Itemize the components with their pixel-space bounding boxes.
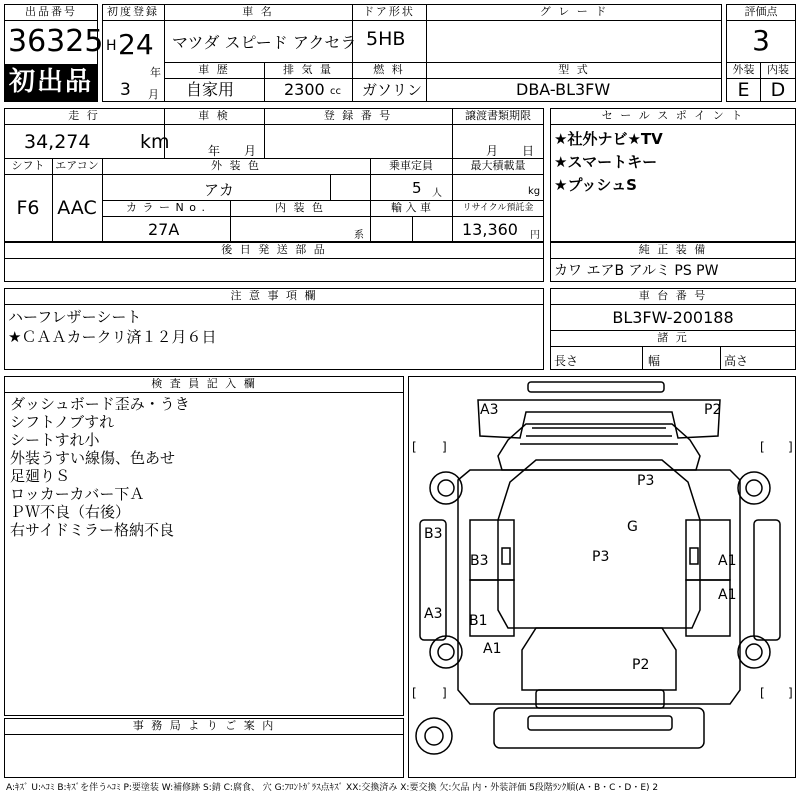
right-front-door bbox=[686, 520, 730, 580]
sales-point-line: ★スマートキー bbox=[554, 153, 658, 171]
damage-mark: P3 bbox=[592, 549, 610, 565]
bracket-right: ] bbox=[442, 440, 447, 454]
right-rear-wheel-hub bbox=[746, 644, 762, 660]
body-outline bbox=[458, 470, 740, 704]
exterior-value: E bbox=[737, 79, 750, 101]
inspector-line: 足廻りＳ bbox=[10, 467, 71, 485]
lot-number-value: 36325 bbox=[8, 24, 104, 59]
damage-mark: B3 bbox=[424, 526, 443, 542]
right-front-wheel bbox=[738, 472, 770, 504]
reg-no-label: 登 録 番 号 bbox=[323, 110, 393, 122]
bracket-right: ] bbox=[788, 440, 793, 454]
bracket-left: [ bbox=[412, 686, 417, 700]
front-bumper-outline bbox=[528, 382, 664, 392]
bracket-left: [ bbox=[760, 440, 765, 454]
max-load-unit: kg bbox=[528, 186, 541, 197]
aircon-value: AAC bbox=[57, 197, 97, 219]
bracket-right: ] bbox=[788, 686, 793, 700]
color-no-label: カ ラ ー N o . bbox=[126, 202, 206, 214]
aircon-label: エアコン bbox=[55, 160, 99, 172]
mileage-label: 走 行 bbox=[68, 110, 100, 122]
inspection-year-unit: 年 bbox=[208, 144, 221, 158]
exterior-label: 外装 bbox=[732, 64, 755, 76]
office-label: 事 務 局 よ り ご 案 内 bbox=[132, 720, 276, 732]
first-reg-year-unit: 年 bbox=[150, 66, 161, 79]
inspector-label: 検 査 員 記 入 欄 bbox=[151, 378, 257, 390]
door-label: ドア形状 bbox=[363, 6, 415, 18]
inspection-label: 車 検 bbox=[198, 110, 230, 122]
dimension-width-label: 幅 bbox=[648, 354, 661, 368]
dimension-length-label: 長さ bbox=[554, 354, 579, 368]
bracket-left: [ bbox=[412, 440, 417, 454]
displacement-label: 排 気 量 bbox=[283, 64, 333, 76]
spare-wheel-hub bbox=[425, 727, 443, 745]
score-value: 3 bbox=[752, 24, 770, 57]
color-no-value: 27A bbox=[148, 220, 180, 239]
damage-mark: P2 bbox=[704, 402, 722, 418]
bracket-left: [ bbox=[760, 686, 765, 700]
capacity-unit: 人 bbox=[432, 188, 442, 199]
notes-label: 注 意 事 項 欄 bbox=[230, 290, 318, 302]
max-load-label: 最大積載量 bbox=[470, 160, 526, 172]
sales-point-line: ★プッシュS bbox=[554, 176, 637, 194]
right-front-wheel-hub bbox=[746, 480, 762, 496]
spare-wheel bbox=[416, 718, 452, 754]
inspector-line: 外装うすい線傷、色あせ bbox=[10, 449, 176, 467]
sales-points-label: セ ー ル ス ポ イ ン ト bbox=[601, 110, 745, 122]
displacement-value: 2300 bbox=[284, 80, 325, 99]
right-side-panel bbox=[754, 520, 780, 640]
first-listing-badge: 初出品 bbox=[5, 64, 97, 101]
sales-point-line: ★社外ナビ★TV bbox=[554, 130, 663, 148]
fuel-label: 燃 料 bbox=[373, 64, 405, 76]
roof-outline bbox=[498, 460, 700, 628]
transfer-deadline-label: 譲渡書類期限 bbox=[465, 110, 531, 122]
damage-mark: P2 bbox=[632, 657, 650, 673]
displacement-unit: cc bbox=[330, 86, 341, 97]
left-front-wheel-hub bbox=[438, 480, 454, 496]
capacity-value: 5 bbox=[412, 179, 422, 197]
shift-label: シフト bbox=[11, 160, 45, 172]
inspector-line: シートすれ小 bbox=[10, 431, 100, 449]
first-reg-era: H bbox=[106, 38, 117, 54]
score-label: 評価点 bbox=[744, 6, 778, 18]
int-color-unit: 系 bbox=[354, 230, 364, 241]
first-reg-label: 初度登録 bbox=[107, 6, 159, 18]
grade-label: グ レ ー ド bbox=[539, 6, 609, 18]
inspector-line: ロッカーカバー下Ａ bbox=[10, 485, 145, 503]
damage-mark: B1 bbox=[469, 613, 488, 629]
inspector-line: ダッシュボード歪み・うき bbox=[10, 395, 190, 413]
left-rear-wheel bbox=[430, 636, 462, 668]
left-rear-wheel-hub bbox=[438, 644, 454, 660]
interior-label: 内装 bbox=[767, 64, 789, 76]
capacity-label: 乗車定員 bbox=[389, 160, 433, 172]
windshield-lines bbox=[520, 428, 678, 444]
model-label: 型 式 bbox=[558, 64, 590, 76]
mileage-unit: km bbox=[140, 131, 170, 153]
rear-bumper-outline bbox=[536, 690, 664, 708]
transfer-day-unit: 日 bbox=[522, 144, 535, 158]
lot-number-label: 出品番号 bbox=[25, 6, 77, 18]
ext-color-label: 外 装 色 bbox=[211, 160, 261, 172]
hood-windshield-outline bbox=[498, 424, 700, 470]
dimension-height-label: 高さ bbox=[724, 354, 749, 368]
damage-mark: B3 bbox=[470, 553, 489, 569]
front-section-outline bbox=[478, 400, 720, 438]
inspector-line: ＰＷ不良（右後） bbox=[10, 503, 131, 521]
inspector-line: 右サイドミラー格納不良 bbox=[10, 521, 174, 539]
dimensions-label: 諸 元 bbox=[657, 332, 689, 344]
shift-value: F6 bbox=[16, 197, 40, 219]
damage-mark: A3 bbox=[480, 402, 499, 418]
damage-mark: A1 bbox=[718, 553, 737, 569]
genuine-equipment-value: カワ エアB アルミ PS PW bbox=[554, 263, 719, 279]
first-reg-year: 24 bbox=[118, 28, 154, 61]
damage-mark: P3 bbox=[637, 473, 655, 489]
chassis-label: 車 台 番 号 bbox=[638, 290, 708, 302]
mileage-value: 34,274 bbox=[24, 131, 91, 153]
left-front-wheel bbox=[430, 472, 462, 504]
inspector-line: シフトノブすれ bbox=[10, 413, 115, 431]
damage-mark: A3 bbox=[424, 606, 443, 622]
import-label: 輸 入 車 bbox=[391, 202, 431, 214]
chassis-value: BL3FW-200188 bbox=[612, 308, 734, 327]
recycle-label: リサイクル預託金 bbox=[462, 203, 534, 213]
history-label: 車 歴 bbox=[198, 64, 230, 76]
int-color-label: 内 装 色 bbox=[275, 202, 325, 214]
damage-mark: A1 bbox=[483, 641, 502, 657]
door-value: 5HB bbox=[366, 28, 406, 50]
car-name-label: 車 名 bbox=[242, 6, 274, 18]
damage-mark: G bbox=[627, 519, 638, 535]
car-name-value: マツダ スピード アクセラ bbox=[172, 33, 357, 52]
genuine-equipment-label: 純 正 装 備 bbox=[638, 244, 708, 256]
first-reg-month-unit: 月 bbox=[148, 88, 159, 101]
notes-line: ★ＣＡＡカークリ済１２月６日 bbox=[8, 328, 217, 346]
interior-value: D bbox=[770, 79, 786, 101]
fuel-value: ガソリン bbox=[362, 81, 423, 99]
ext-color-value: アカ bbox=[204, 181, 234, 199]
bracket-right: ] bbox=[442, 686, 447, 700]
later-parts-label: 後 日 発 送 部 品 bbox=[221, 244, 327, 256]
legend-text: A:ｷｽﾞ U:ﾍｺﾐ B:ｷｽﾞを伴うﾍｺﾐ P:要塗装 W:補修跡 S:錆 C:腐食、 穴 G:ﾌﾛﾝﾄｶﾞﾗｽ点ｷｽﾞ XX:交換済み X:要交換 欠:欠品 内・外装評価 5段階ﾗﾝｸ順(A・B・C・D・E) 2 bbox=[6, 783, 659, 793]
history-value: 自家用 bbox=[186, 80, 235, 99]
recycle-value: 13,360 bbox=[462, 220, 518, 239]
first-reg-month: 3 bbox=[120, 80, 131, 100]
left-front-door bbox=[470, 520, 514, 580]
inspection-month-unit: 月 bbox=[244, 144, 257, 158]
recycle-unit: 円 bbox=[530, 230, 540, 241]
right-rear-wheel bbox=[738, 636, 770, 668]
transfer-month-unit: 月 bbox=[486, 144, 499, 158]
damage-mark: A1 bbox=[718, 587, 737, 603]
model-value: DBA-BL3FW bbox=[516, 80, 611, 99]
rear-glass-outline bbox=[528, 716, 672, 730]
trunk-outline bbox=[522, 628, 676, 690]
notes-line: ハーフレザーシート bbox=[8, 308, 142, 326]
